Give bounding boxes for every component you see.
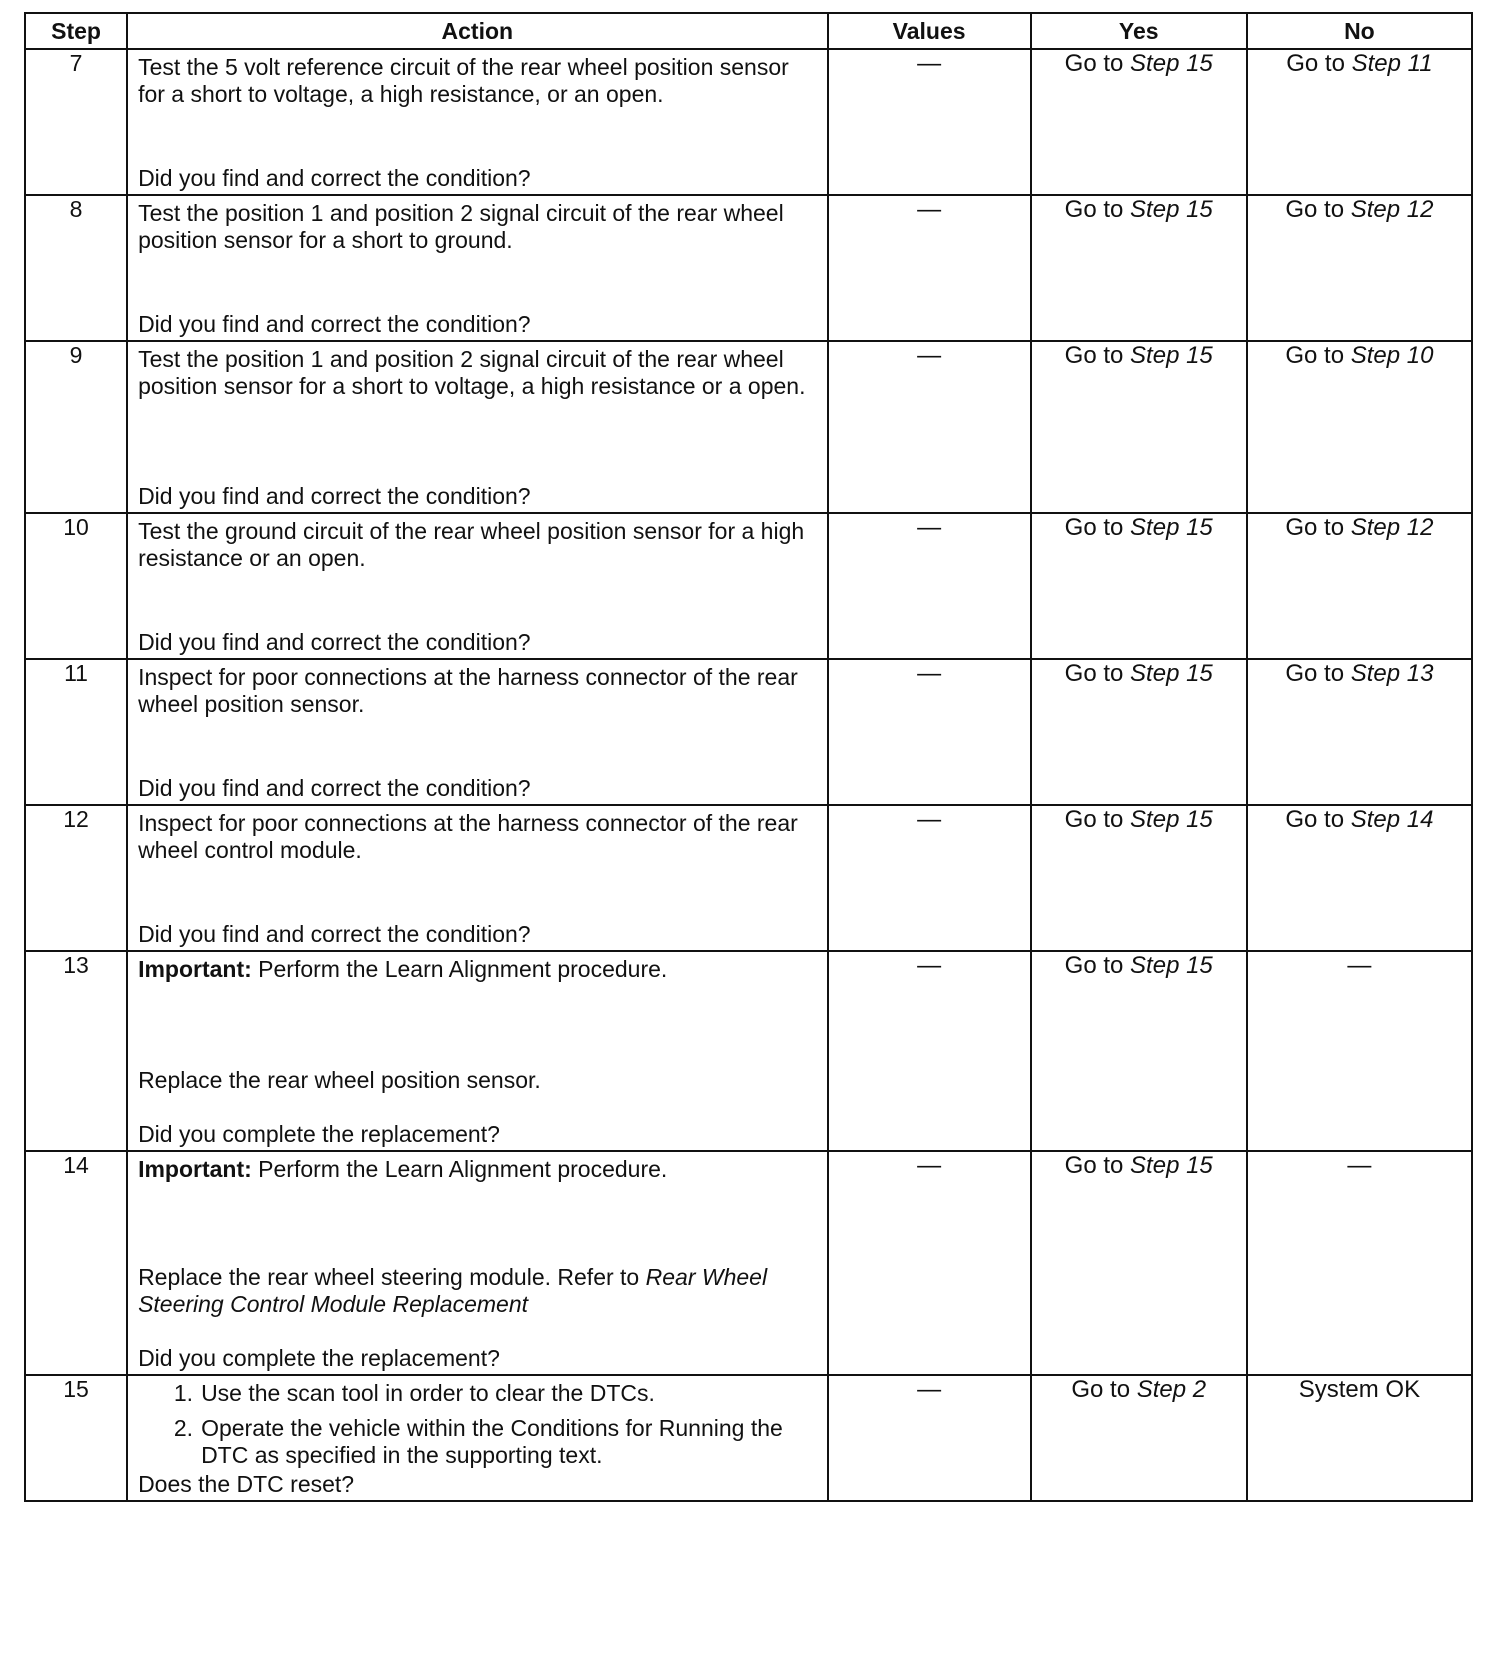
- action-text: Inspect for poor connections at the harness connector of the rear wheel position sensor.: [138, 664, 798, 717]
- no-step-link: Step 12: [1350, 196, 1434, 223]
- action-text: Test the position 1 and position 2 signal circuit of the rear wheel position sensor for a short to voltage, a high resistance or a open.: [138, 346, 806, 399]
- step-number: 12: [25, 805, 127, 951]
- no-cell: [1247, 49, 1472, 195]
- yes-prefix: Go to: [1064, 342, 1131, 369]
- no-cell: System OK: [1247, 1375, 1472, 1501]
- action-cell: [127, 805, 827, 951]
- important-text: Perform the Learn Alignment procedure.: [251, 956, 668, 982]
- table-row: [25, 513, 1472, 659]
- table-row: [25, 1375, 1472, 1501]
- step-number: 10: [25, 513, 127, 659]
- header-values: Values: [828, 13, 1031, 49]
- values-cell: —: [828, 659, 1031, 805]
- step-number: 11: [25, 659, 127, 805]
- action-text: Replace the rear wheel position sensor.: [138, 1067, 541, 1093]
- yes-step-link: Step 15: [1130, 806, 1213, 833]
- action-question: Did you find and correct the condition?: [138, 775, 531, 801]
- values-cell: —: [828, 341, 1031, 513]
- important-label: Important:: [138, 1156, 252, 1182]
- action-cell: [127, 195, 827, 341]
- action-text: Test the ground circuit of the rear wheel position sensor for a high resistance or an open.: [138, 518, 805, 571]
- list-item-text: Use the scan tool in order to clear the DTCs.: [201, 1380, 655, 1406]
- action-text: [138, 1264, 816, 1318]
- action-text: Test the 5 volt reference circuit of the rear wheel position sensor for a short to voltage, a high resistance, or an open.: [138, 54, 789, 107]
- table-row: [25, 951, 1472, 1151]
- no-cell: [1247, 805, 1472, 951]
- procedure-list: [138, 1380, 816, 1469]
- yes-prefix: Go to: [1064, 1152, 1131, 1179]
- yes-cell: [1031, 1375, 1247, 1501]
- header-step: Step: [25, 13, 127, 49]
- yes-cell: [1031, 513, 1247, 659]
- yes-cell: [1031, 659, 1247, 805]
- yes-step-link: Step 15: [1130, 342, 1213, 369]
- no-step-link: Step 10: [1350, 342, 1434, 369]
- action-text-main: Replace the rear wheel steering module. Refer to: [138, 1264, 646, 1290]
- action-text: Inspect for poor connections at the harness connector of the rear wheel control module.: [138, 810, 798, 863]
- no-step-link: Step 12: [1350, 514, 1434, 541]
- values-cell: —: [828, 49, 1031, 195]
- action-reference: Rear Wheel Steering Control Module Replacement: [138, 1264, 768, 1317]
- yes-prefix: Go to: [1071, 1376, 1137, 1403]
- no-cell: —: [1247, 951, 1472, 1151]
- yes-prefix: Go to: [1064, 196, 1131, 223]
- yes-prefix: Go to: [1064, 660, 1131, 687]
- no-step-link: Step 14: [1350, 806, 1434, 833]
- list-item: [138, 1415, 816, 1469]
- step-number: 9: [25, 341, 127, 513]
- header-yes: Yes: [1031, 13, 1247, 49]
- action-question: Did you complete the replacement?: [138, 1121, 500, 1147]
- yes-cell: [1031, 951, 1247, 1151]
- action-question: Did you find and correct the condition?: [138, 921, 531, 947]
- table-row: [25, 341, 1472, 513]
- yes-step-link: Step 15: [1130, 1152, 1213, 1179]
- step-number: 7: [25, 49, 127, 195]
- action-cell: [127, 951, 827, 1151]
- no-prefix: Go to: [1285, 806, 1351, 833]
- action-question: Did you find and correct the condition?: [138, 311, 531, 337]
- yes-step-link: Step 2: [1136, 1376, 1207, 1403]
- important-label: Important:: [138, 956, 252, 982]
- yes-cell: [1031, 195, 1247, 341]
- no-cell: —: [1247, 1151, 1472, 1375]
- list-item-number: 2.: [173, 1415, 194, 1441]
- action-cell: [127, 513, 827, 659]
- important-text: Perform the Learn Alignment procedure.: [251, 1156, 668, 1182]
- action-question: Does the DTC reset?: [138, 1471, 355, 1497]
- action-cell: [127, 1151, 827, 1375]
- no-prefix: Go to: [1285, 660, 1351, 687]
- no-cell: [1247, 341, 1472, 513]
- no-step-link: Step 11: [1351, 50, 1433, 77]
- no-prefix: Go to: [1286, 50, 1352, 77]
- step-number: 8: [25, 195, 127, 341]
- values-cell: —: [828, 195, 1031, 341]
- important-note: [138, 956, 816, 983]
- action-question: Did you find and correct the condition?: [138, 165, 531, 191]
- action-cell: [127, 1375, 827, 1501]
- no-cell: [1247, 659, 1472, 805]
- table-row: [25, 1151, 1472, 1375]
- action-text: Test the position 1 and position 2 signal circuit of the rear wheel position sensor for a short to ground.: [138, 200, 784, 253]
- no-step-link: Step 13: [1350, 660, 1434, 687]
- action-question: Did you complete the replacement?: [138, 1345, 500, 1371]
- no-prefix: Go to: [1285, 514, 1351, 541]
- list-item: [138, 1380, 816, 1407]
- yes-cell: [1031, 805, 1247, 951]
- step-number: 14: [25, 1151, 127, 1375]
- no-cell: [1247, 195, 1472, 341]
- diagnostic-table: [24, 12, 1473, 1502]
- action-question: Did you find and correct the condition?: [138, 629, 531, 655]
- step-number: 13: [25, 951, 127, 1151]
- values-cell: —: [828, 1151, 1031, 1375]
- yes-prefix: Go to: [1064, 50, 1131, 77]
- yes-prefix: Go to: [1064, 514, 1131, 541]
- action-cell: [127, 341, 827, 513]
- values-cell: —: [828, 805, 1031, 951]
- yes-step-link: Step 15: [1130, 514, 1213, 541]
- yes-step-link: Step 15: [1130, 952, 1213, 979]
- action-question: Did you find and correct the condition?: [138, 483, 531, 509]
- action-cell: [127, 49, 827, 195]
- values-cell: —: [828, 1375, 1031, 1501]
- yes-step-link: Step 15: [1130, 196, 1213, 223]
- list-item-text: Operate the vehicle within the Conditions for Running the DTC as specified in the supporting text.: [201, 1415, 783, 1468]
- values-cell: —: [828, 951, 1031, 1151]
- no-cell: [1247, 513, 1472, 659]
- yes-step-link: Step 15: [1130, 660, 1213, 687]
- header-no: No: [1247, 13, 1472, 49]
- yes-cell: [1031, 49, 1247, 195]
- header-row: [25, 13, 1472, 49]
- no-prefix: Go to: [1285, 342, 1351, 369]
- table-row: [25, 805, 1472, 951]
- table-row: [25, 195, 1472, 341]
- yes-cell: [1031, 1151, 1247, 1375]
- header-action: Action: [127, 13, 827, 49]
- important-note: [138, 1156, 816, 1183]
- yes-step-link: Step 15: [1130, 50, 1213, 77]
- values-cell: —: [828, 513, 1031, 659]
- yes-cell: [1031, 341, 1247, 513]
- no-prefix: Go to: [1285, 196, 1351, 223]
- action-cell: [127, 659, 827, 805]
- yes-prefix: Go to: [1064, 952, 1131, 979]
- yes-prefix: Go to: [1064, 806, 1131, 833]
- table-row: [25, 659, 1472, 805]
- step-number: 15: [25, 1375, 127, 1501]
- table-row: [25, 49, 1472, 195]
- list-item-number: 1.: [173, 1380, 194, 1406]
